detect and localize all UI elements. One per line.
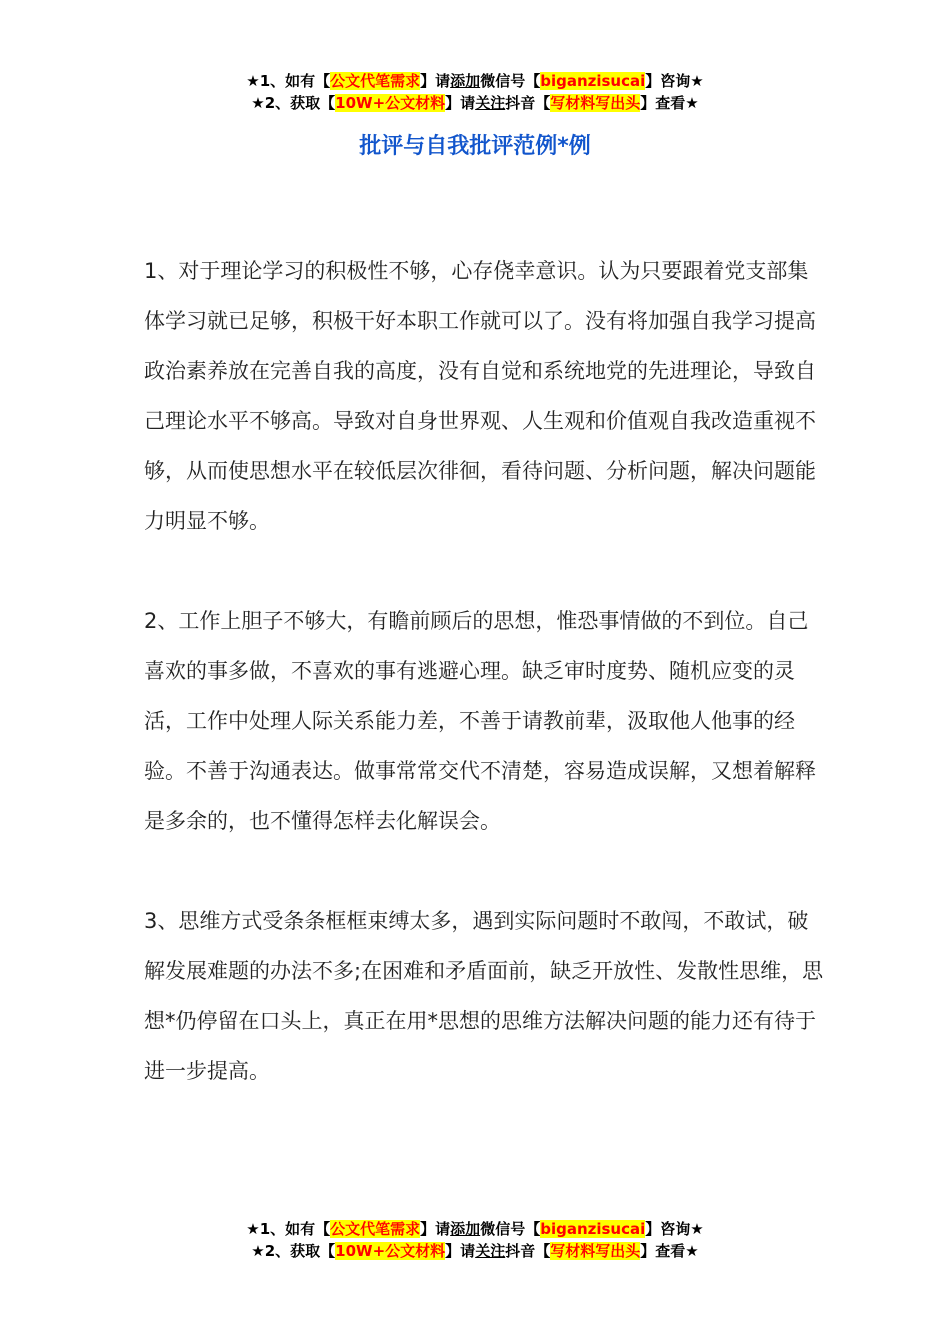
paragraph-2: 2、工作上胆子不够大，有瞻前顾后的思想，惟恐事情做的不到位。自己喜欢的事多做，不喜欢的事有逃避心理。缺乏审时度势、随机应变的灵活，工作中处理人际关系能力差，不善于请教前辈，汲取他人他事的经验。不善于沟通表达。做事常常交代不清楚，容易造成误解，又想着解释是多余的，也不懂得怎样去化解误会。 bbox=[144, 609, 816, 833]
promo-highlight: 公文代笔需求 bbox=[330, 72, 421, 90]
promo-text: 】查看 bbox=[640, 94, 686, 112]
promo-text: 微信号【 bbox=[480, 1220, 541, 1238]
promo-line-2 bbox=[0, 1240, 950, 1262]
promo-text: 1、如有【 bbox=[259, 72, 331, 90]
promo-text: 抖音【 bbox=[505, 1242, 551, 1260]
star-icon: ★ bbox=[685, 94, 699, 112]
promo-text: 】请 bbox=[420, 72, 451, 90]
promo-underlined: 添加 bbox=[450, 72, 481, 90]
promo-line-2 bbox=[0, 92, 950, 114]
star-icon: ★ bbox=[251, 1242, 265, 1260]
wechat-id-highlight: biganzisucai bbox=[540, 72, 646, 90]
promo-text: 】查看 bbox=[640, 1242, 686, 1260]
promo-line-1 bbox=[0, 70, 950, 92]
document-body bbox=[144, 246, 824, 1096]
star-icon: ★ bbox=[246, 1220, 260, 1238]
promo-underlined: 添加 bbox=[450, 1220, 481, 1238]
document-title: 批评与自我批评范例*例 bbox=[359, 134, 591, 159]
star-icon: ★ bbox=[251, 94, 265, 112]
promo-highlight: 公文代笔需求 bbox=[330, 1220, 421, 1238]
promo-underlined: 关注 bbox=[475, 1242, 506, 1260]
promo-highlight: 10W+公文材料 bbox=[335, 94, 446, 112]
promo-text: 2、获取【 bbox=[264, 1242, 336, 1260]
paragraph-1: 1、对于理论学习的积极性不够，心存侥幸意识。认为只要跟着党支部集体学习就已足够，积极干好本职工作就可以了。没有将加强自我学习提高政治素养放在完善自我的高度，没有自觉和系统地党的先进理论，导致自己理论水平不够高。导致对自身世界观、人生观和价值观自我改造重视不够，从而使思想水平在较低层次徘徊，看待问题、分析问题，解决问题能力明显不够。 bbox=[144, 259, 816, 533]
promo-underlined: 关注 bbox=[475, 94, 506, 112]
promo-text: 1、如有【 bbox=[259, 1220, 331, 1238]
douyin-id-highlight: 写材料写出头 bbox=[550, 94, 641, 112]
promo-text: 抖音【 bbox=[505, 94, 551, 112]
promo-text: 】请 bbox=[445, 94, 476, 112]
promo-line-1 bbox=[0, 1218, 950, 1240]
promo-footer bbox=[0, 1218, 950, 1262]
promo-text: 2、获取【 bbox=[264, 94, 336, 112]
douyin-id-highlight: 写材料写出头 bbox=[550, 1242, 641, 1260]
promo-text: 】请 bbox=[445, 1242, 476, 1260]
promo-text: 微信号【 bbox=[480, 72, 541, 90]
promo-header bbox=[0, 70, 950, 114]
star-icon: ★ bbox=[685, 1242, 699, 1260]
paragraph-3: 3、思维方式受条条框框束缚太多，遇到实际问题时不敢闯，不敢试，破解发展难题的办法不多;在困难和矛盾面前，缺乏开放性、发散性思维，思想*仍停留在口头上，真正在用*思想的思维方法解决问题的能力还有待于进一步提高。 bbox=[144, 909, 824, 1083]
star-icon: ★ bbox=[246, 72, 260, 90]
promo-text: 】咨询 bbox=[645, 1220, 691, 1238]
promo-text: 】请 bbox=[420, 1220, 451, 1238]
promo-text: 】咨询 bbox=[645, 72, 691, 90]
star-icon: ★ bbox=[690, 1220, 704, 1238]
wechat-id-highlight: biganzisucai bbox=[540, 1220, 646, 1238]
promo-highlight: 10W+公文材料 bbox=[335, 1242, 446, 1260]
star-icon: ★ bbox=[690, 72, 704, 90]
